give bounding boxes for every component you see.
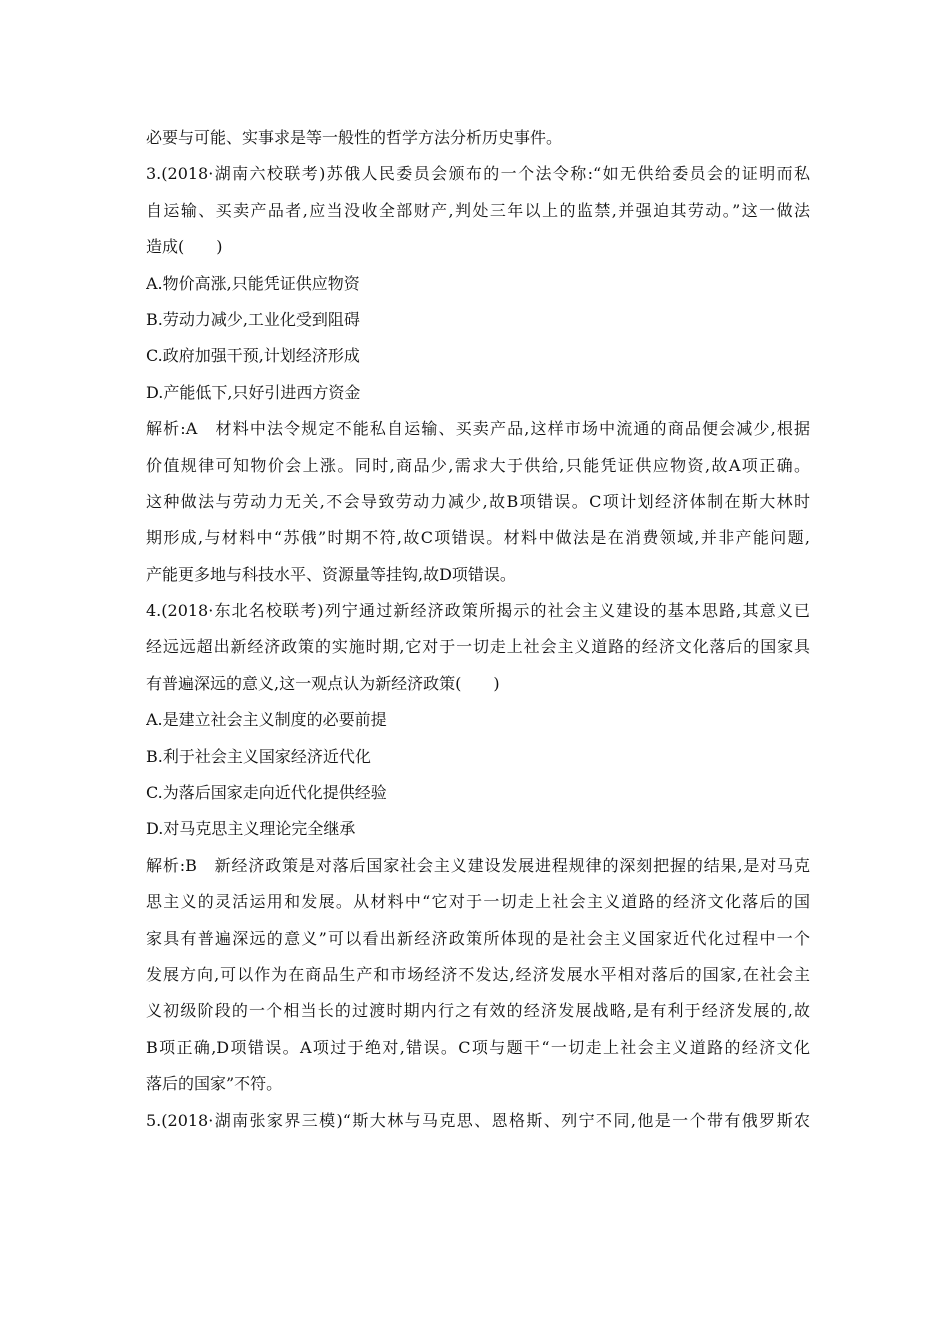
question-4-option-c: C.为落后国家走向近代化提供经验 [146,783,387,803]
question-3-stem-line-1: 3.(2018·湖南六校联考)苏俄人民委员会颁布的一个法令称:“如无供给委员会的证明而私 [146,164,810,184]
question-3-option-a: A.物价高涨,只能凭证供应物资 [146,273,360,293]
question-3-analysis-line-1: 解析:A 材料中法令规定不能私自运输、买卖产品,这样市场中流通的商品便会减少,根据 [146,419,810,439]
question-4-option-b: B.利于社会主义国家经济近代化 [146,746,371,766]
question-4-stem-line-2: 经远远超出新经济政策的实施时期,它对于一切走上社会主义道路的经济文化落后的国家具 [146,637,810,657]
question-4-stem-line-1: 4.(2018·东北名校联考)列宁通过新经济政策所揭示的社会主义建设的基本思路,其意义已 [146,601,810,621]
question-3-analysis-line-5: 产能更多地与科技水平、资源量等挂钩,故D项错误。 [146,564,516,584]
question-4-analysis-line-5: 义初级阶段的一个相当长的过渡时期内行之有效的经济发展战略,是有利于经济发展的,故 [146,1001,810,1021]
question-4-analysis-line-4: 发展方向,可以作为在商品生产和市场经济不发达,经济发展水平相对落后的国家,在社会主 [146,964,810,984]
question-3-analysis-line-4: 期形成,与材料中“苏俄”时期不符,故C项错误。材料中做法是在消费领域,并非产能问题, [146,528,810,548]
question-3-stem-line-2: 自运输、买卖产品者,应当没收全部财产,判处三年以上的监禁,并强迫其劳动。”这一做法 [146,200,810,220]
question-3-option-b: B.劳动力减少,工业化受到阻碍 [146,309,360,329]
question-4-analysis-line-2: 思主义的灵活运用和发展。从材料中“它对于一切走上社会主义道路的经济文化落后的国 [146,892,810,912]
question-3-analysis-line-3: 这种做法与劳动力无关,不会导致劳动力减少,故B项错误。C项计划经济体制在斯大林时 [146,491,810,511]
question-3-option-d: D.产能低下,只好引进西方资金 [146,382,361,402]
text-line-1: 必要与可能、实事求是等一般性的哲学方法分析历史事件。 [146,128,563,147]
question-4-analysis-line-1: 解析:B 新经济政策是对落后国家社会主义建设发展进程规律的深刻把握的结果,是对马克 [146,855,810,875]
question-5-stem-line-1: 5.(2018·湖南张家界三模)“斯大林与马克思、恩格斯、列宁不同,他是一个带有俄罗斯农 [146,1110,810,1130]
question-4-analysis-line-3: 家具有普遍深远的意义”可以看出新经济政策所体现的是社会主义国家近代化过程中一个 [146,928,810,948]
question-4-option-d: D.对马克思主义理论完全继承 [146,819,356,839]
question-3-stem-line-3: 造成( ) [146,237,223,257]
question-3-analysis-line-2: 价值规律可知物价会上涨。同时,商品少,需求大于供给,只能凭证供应物资,故A项正确。 [146,455,810,475]
question-4-analysis-line-6: B项正确,D项错误。A项过于绝对,错误。C项与题干“一切走上社会主义道路的经济文化 [146,1037,810,1057]
question-3-option-c: C.政府加强干预,计划经济形成 [146,346,360,366]
question-4-analysis-line-7: 落后的国家”不符。 [146,1074,283,1094]
question-4-stem-line-3: 有普遍深远的意义,这一观点认为新经济政策( ) [146,673,500,693]
document-body [146,120,810,1139]
question-4-option-a: A.是建立社会主义制度的必要前提 [146,710,387,730]
